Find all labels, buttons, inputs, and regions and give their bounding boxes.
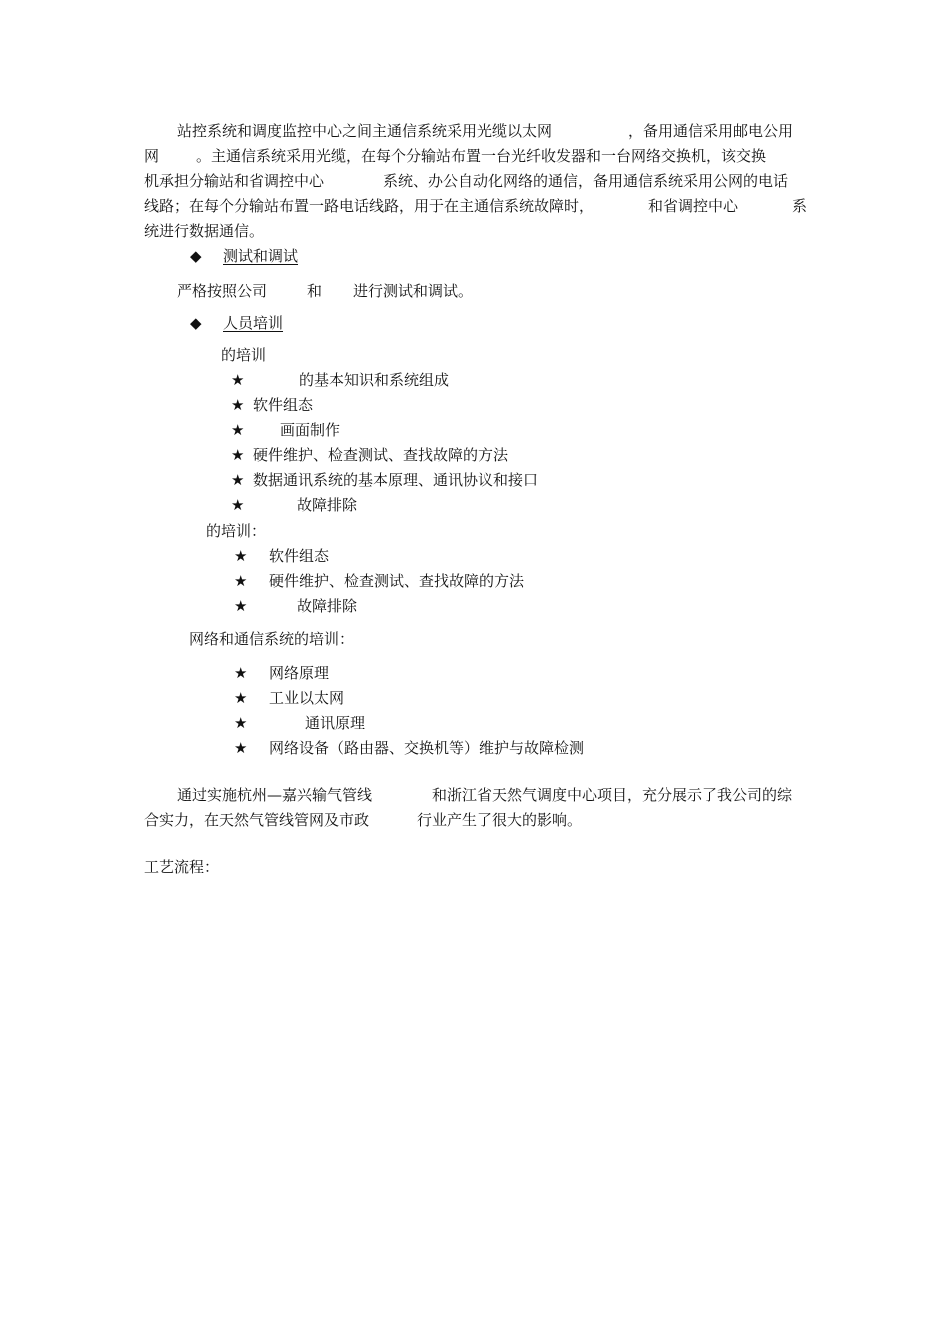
star-icon: ★ — [231, 421, 245, 439]
training-group2-title: 的培训： — [206, 522, 267, 540]
testing-text-b: 和 — [307, 282, 323, 300]
intro-line2-a: 网 — [144, 147, 160, 165]
star-icon: ★ — [234, 597, 248, 615]
list-item: 网络原理 — [269, 664, 330, 682]
intro-line3-a: 机承担分输站和省调控中心 — [144, 172, 325, 190]
star-icon: ★ — [234, 572, 248, 590]
intro-line2-b: 。主通信系统采用光缆，在每个分输站布置一台光纤收发器和一台网络交换机，该交换 — [196, 147, 767, 165]
star-icon: ★ — [231, 371, 245, 389]
intro-line5: 统进行数据通信。 — [144, 222, 265, 240]
list-item: 数据通讯系统的基本原理、通讯协议和接口 — [253, 471, 539, 489]
list-item: 故障排除 — [297, 597, 358, 615]
star-icon: ★ — [231, 446, 245, 464]
summary-line1-a: 通过实施杭州—嘉兴输气管线 — [177, 786, 373, 804]
intro-line3-b: 系统、办公自动化网络的通信，备用通信系统采用公网的电话 — [383, 172, 789, 190]
intro-line4-a: 线路；在每个分输站布置一路电话线路，用于在主通信系统故障时， — [144, 197, 595, 215]
summary-line2-a: 合实力，在天然气管线管网及市政 — [144, 811, 370, 829]
list-item: 网络设备（路由器、交换机等）维护与故障检测 — [269, 739, 585, 757]
training-group3-title: 网络和通信系统的培训： — [189, 630, 355, 648]
training-heading: 人员培训 — [223, 314, 284, 332]
star-icon: ★ — [231, 471, 245, 489]
star-icon: ★ — [234, 689, 248, 707]
star-icon: ★ — [234, 714, 248, 732]
list-item: 通讯原理 — [305, 714, 366, 732]
star-icon: ★ — [234, 664, 248, 682]
star-icon: ★ — [231, 396, 245, 414]
summary-line2-b: 行业产生了很大的影响。 — [417, 811, 583, 829]
intro-line4-b: 和省调控中心 — [648, 197, 739, 215]
list-item: 硬件维护、检查测试、查找故障的方法 — [269, 572, 525, 590]
list-item: 故障排除 — [297, 496, 358, 514]
list-item: 硬件维护、检查测试、查找故障的方法 — [253, 446, 509, 464]
list-item: 工业以太网 — [269, 689, 345, 707]
list-item: 软件组态 — [269, 547, 330, 565]
intro-line1-a: 站控系统和调度监控中心之间主通信系统采用光缆以太网 — [177, 122, 553, 140]
testing-heading: 测试和调试 — [223, 247, 299, 265]
summary-line1-b: 和浙江省天然气调度中心项目，充分展示了我公司的综 — [432, 786, 793, 804]
list-item: 画面制作 — [280, 421, 341, 439]
training-group1-title: 的培训 — [221, 346, 267, 364]
star-icon: ★ — [234, 739, 248, 757]
testing-text-a: 严格按照公司 — [177, 282, 268, 300]
list-item: 的基本知识和系统组成 — [299, 371, 450, 389]
star-icon: ★ — [234, 547, 248, 565]
star-icon: ★ — [231, 496, 245, 514]
testing-text-c: 进行测试和调试。 — [353, 282, 474, 300]
intro-line4-c: 系 — [792, 197, 808, 215]
diamond-bullet-icon: ◆ — [190, 247, 202, 265]
diamond-bullet-icon: ◆ — [190, 314, 202, 332]
list-item: 软件组态 — [253, 396, 314, 414]
intro-line1-b: ，备用通信采用邮电公用 — [628, 122, 794, 140]
process-label: 工艺流程： — [144, 858, 220, 876]
